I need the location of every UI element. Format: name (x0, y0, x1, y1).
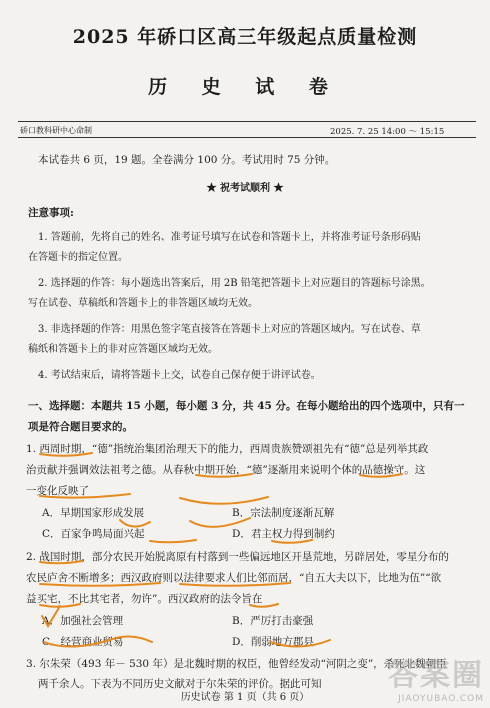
notice-line: 在答题卡的指定位置。 (28, 252, 128, 263)
question-1-option-c: C．百家争鸣局面兴起 (42, 528, 145, 540)
question-2-stem: 益买宅，不比其宅者，勿许”。西汉政府的法令旨在 (26, 593, 263, 605)
question-3-stem: 两千余人。下表为不同历史文献对于尔朱荣的评价。据此可知 (38, 678, 322, 690)
notice-line: 稿纸和答题卡上的非对应答题区域均无效。 (28, 344, 218, 355)
question-2-stem: 农民庐舍不断增多；西汉政府则以法律要求人们比邻而居，“自五大夫以下，比地为伍”“欲 (26, 572, 442, 584)
notice-line: 写在试卷、草稿纸和答题卡上的非答题区域均无效。 (28, 298, 258, 309)
good-luck-wish: ★ 祝考试顺利 ★ (206, 183, 284, 194)
section-heading: 一、选择题：本题共 15 小题，每小题 3 分，共 45 分。在每小题给出的四个选项中，只有一 (28, 400, 465, 412)
subject-title: 历 史 试 卷 (148, 76, 342, 98)
page-footer: 历史试卷 第 1 页（共 6 页） (180, 692, 310, 703)
section-heading: 项是符合题目要求的。 (28, 421, 133, 433)
question-2-option-b: B．严厉打击豪强 (232, 615, 314, 627)
notice-line: 4. 考试结束后，请将答题卡上交，试卷自己保存便于讲评试卷。 (38, 370, 321, 381)
watermark-logo-text: 答案圈 (388, 658, 484, 693)
notice-line: 2. 选择题的作答：每小题选出答案后，用 2B 铅笔把答题卡上对应题目的答题标号涂黑。 (38, 278, 431, 289)
underline-mark (180, 497, 268, 504)
question-2-option-c: C．经营商业贸易 (42, 636, 124, 648)
question-1-stem: 一变化反映了 (26, 485, 89, 497)
question-1-stem: 治贡献并强调效法祖考之德。从春秋中期开始，“德”逐渐用来说明个体的品德操守。这 (26, 464, 426, 476)
question-2-stem: 2. 战国时期，部分农民开始脱离原有村落到一些偏远地区开垦荒地，另辟居处，零星分布的 (26, 551, 449, 563)
notice-heading: 注意事项: (28, 207, 74, 219)
question-3-stem: 3. 尔朱荣（493 年－ 530 年）是北魏时期的权臣，他曾经发动“河阴之变”，杀死北魏朝臣 (26, 658, 447, 670)
question-1-option-a: A．早期国家形成发展 (42, 507, 145, 519)
question-2-option-a: A．加强社会管理 (42, 615, 124, 627)
exam-datetime: 2025. 7. 25 14:00 ～ 15:15 (330, 127, 445, 137)
question-1-stem: 1. 西周时期，“德”指统治集团治理天下的能力，西周贵族赞颂祖先有“德”总是列举其政 (26, 443, 429, 455)
notice-line: 3. 非选择题的作答：用黑色签字笔直接答在答题卡上对应的答题区域内。写在试卷、草 (38, 324, 421, 335)
intro-text: 本试卷共 6 页，19 题。全卷满分 100 分。考试用时 75 分钟。 (38, 154, 336, 166)
question-1-option-b: B．宗法制度逐渐瓦解 (232, 507, 335, 519)
header-rule-bottom (18, 137, 476, 138)
exam-title: 2025 年硚口区高三年级起点质量检测 (72, 26, 418, 48)
notice-line: 1. 答题前，先将自己的姓名、准考证号填写在试卷和答题卡上，并将准考证号条形码贴 (38, 232, 421, 243)
header-rule-top (18, 121, 476, 122)
watermark-url: JIAOYUBAO.COM (398, 694, 484, 704)
question-2-option-d: D．削弱地方郡县 (232, 636, 314, 648)
question-1-option-d: D．君主权力得到制约 (232, 528, 335, 540)
underline-mark (150, 540, 196, 542)
issuer: 硚口教科研中心命制 (20, 126, 92, 135)
